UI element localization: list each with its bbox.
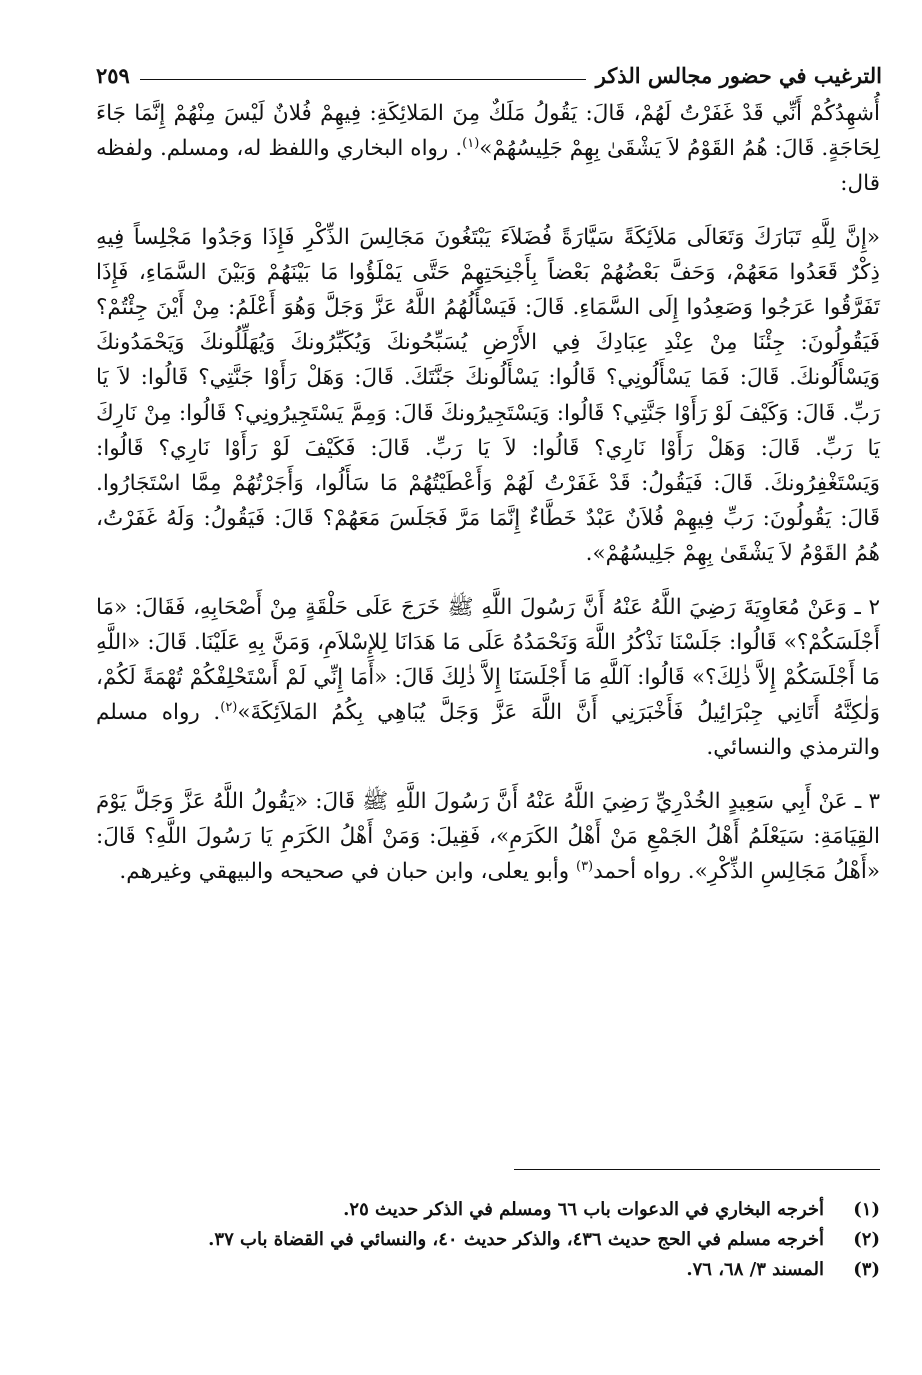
running-title: الترغيب في حضور مجالس الذكر bbox=[595, 62, 882, 88]
paragraph-text: ٣ ـ عَنْ أَبِي سَعِيدٍ الخُدْرِيِّ رَضِيَ اللَّهُ عَنْهُ أَنَّ رَسُولَ اللَّهِ ﷺ قَالَ: «يَقُولُ اللَّهُ عَزَّ وَجَلَّ يَوْمَ القِيَامَةِ: سَيَعْلَمُ أَهْلُ الجَمْعِ مَنْ أَهْلُ الكَرَمِ»، فَقِيلَ: وَمَنْ أَهْلُ الكَرَمِ يَا رَسُولَ اللَّهِ؟ قَالَ: «أَهْلُ مَجَالِسِ الذِّكْرِ». رواه أحمد bbox=[96, 788, 880, 885]
paragraph-3 bbox=[96, 590, 880, 766]
paragraph-1 bbox=[96, 96, 880, 202]
paragraph-text: أُشهِدُكُمْ أَنِّي قَدْ غَفَرْتُ لَهُمْ، قَالَ: يَقُولُ مَلَكٌ مِنَ المَلائِكَةِ: فِيهِمْ فُلانٌ لَيْسَ مِنْهُمْ إِنَّمَا جَاءَ لِحَاجَةٍ. قَالَ: هُمُ القَوْمُ لاَ يَشْقَىٰ بِهِمْ جَلِيسُهُمْ» bbox=[96, 101, 880, 162]
footnote-text: أخرجه البخاري في الدعوات باب ٦٦ ومسلم في الذكر حديث ٢٥. bbox=[343, 1199, 824, 1220]
footnote-ref-3[interactable]: (٣) bbox=[575, 858, 594, 874]
running-header bbox=[96, 58, 882, 92]
paragraph-text: «إِنَّ لِلَّهِ تَبَارَكَ وَتَعَالَى مَلاَئِكَةً سَيَّارَةً فُضَلاَءَ يَبْتَغُونَ مَجَالِسَ الذِّكْرِ فَإِذَا وَجَدُوا مَجْلِساً فِيهِ ذِكْرٌ قَعَدُوا مَعَهُمْ، وَحَفَّ بَعْضُهُمْ بَعْضاً بِأَجْنِحَتِهِمْ حَتَّى يَمْلَؤُوا مَا بَيْنَهُمْ وَبَيْنَ السَّمَاءِ، فَإِذَا تَفَرَّقُوا عَرَجُوا وَصَعِدُوا إِلَى السَّمَاءِ. قَالَ: فَيَسْأَلُهُمُ اللَّهُ عَزَّ وَجَلَّ وَهُوَ أَعْلَمُ: مِنْ أَيْنَ جِئْتُمْ؟ فَيَقُولُونَ: جِئْنَا مِنْ عِنْدِ عِبَادِكَ فِي الأَرْضِ يُسَبِّحُونكَ وَيُكَبِّرُونكَ وَيُهَلِّلُونكَ وَيَحْمَدُونكَ وَيَسْأَلُونكَ. قَالَ: فَمَا يَسْأَلُونِي؟ قَالُوا: يَسْأَلُونكَ جَنَّتَكَ. قَالَ: وَهَلْ رَأَوْا جَنَّتِي؟ قَالُوا: لاَ يَا رَبِّ. قَالَ: وَكَيْفَ لَوْ رَأَوْا جَنَّتِي؟ قَالُوا: وَيَسْتَجِيرُونكَ قَالَ: وَمِمَّ يَسْتَجِيرُونِي؟ قَالُوا: مِنْ نَارِكَ يَا رَبِّ. قَالَ: وَهَلْ رَأَوْا نَارِي؟ قَالُوا: لاَ يَا رَبِّ. قَالَ: فَكَيْفَ لَوْ رَأَوْا نَارِي؟ قَالُوا: وَيَسْتَغْفِرُونكَ. قَالَ: فَيَقُولُ: قَدْ غَفَرْتُ لَهُمْ وَأَعْطَيْتُهُمْ مَا سَأَلُوا، وَأَجَرْتُهُمْ مِمَّا اسْتَجَارُوا. قَالَ: يَقُولُونَ: رَبِّ فِيهِمْ فُلاَنٌ عَبْدٌ خَطَّاءٌ إِنَّمَا مَرَّ فَجَلَسَ مَعَهُمْ؟ قَالَ: فَيَقُولُ: وَلَهُ غَفَرْتُ، هُمُ القَوْمُ لاَ يَشْقَىٰ بِهِمْ جَلِيسُهُمْ». bbox=[96, 224, 880, 567]
footnote-1 bbox=[96, 1195, 880, 1225]
body-text bbox=[96, 96, 880, 889]
footnotes bbox=[96, 1195, 880, 1285]
header-rule bbox=[140, 79, 586, 80]
footnote-rule bbox=[514, 1169, 880, 1170]
paragraph-text-after: . رواه البخاري واللفظ له، ومسلم. ولفظه قال: bbox=[96, 136, 880, 197]
footnote-text: المسند ٣/ ٦٨، ٧٦. bbox=[686, 1259, 824, 1280]
footnote-text: أخرجه مسلم في الحج حديث ٤٣٦، والذكر حديث ٤٠، والنسائي في القضاة باب ٣٧. bbox=[208, 1229, 824, 1250]
footnote-number: (١) bbox=[853, 1199, 880, 1220]
footnote-number: (٣) bbox=[853, 1259, 880, 1280]
paragraph-text: ٢ ـ وَعَنْ مُعَاوِيَةَ رَضِيَ اللَّهُ عَنْهُ أَنَّ رَسُولَ اللَّهِ ﷺ خَرَجَ عَلَى حَلْقَةٍ مِنْ أَصْحَابِهِ، فَقَالَ: «مَا أَجْلَسَكُمْ؟» قَالُوا: جَلَسْنَا نَذْكُرُ اللَّهَ وَنَحْمَدُهُ عَلَى مَا هَدَانَا لِلإِسْلاَمِ، وَمَنَّ بِهِ عَلَيْنَا. قَالَ: «اللَّهِ مَا أَجْلَسَكُمْ إِلاَّ ذٰلِكَ؟» قَالُوا: آللَّهِ مَا أَجْلَسَنَا إِلاَّ ذٰلِكَ قَالَ: «أَمَا إِنِّي لَمْ أَسْتَحْلِفْكُمْ تُهْمَةً لَكُمْ، وَلٰكِنَّهُ أَتَانِي جِبْرَائِيلُ فَأَخْبَرَنِي أَنَّ اللَّهَ عَزَّ وَجَلَّ يُبَاهِي بِكُمُ المَلاَئِكَةَ» bbox=[96, 594, 880, 726]
footnote-3 bbox=[96, 1255, 880, 1285]
footnote-ref-1[interactable]: (١) bbox=[462, 136, 480, 152]
footnote-number: (٢) bbox=[853, 1229, 880, 1250]
footnote-ref-2[interactable]: (٢) bbox=[220, 700, 238, 716]
footnote-2 bbox=[96, 1225, 880, 1255]
paragraph-2 bbox=[96, 220, 880, 572]
paragraph-text-after: وأبو يعلى، وابن حبان في صحيحه والبيهقي وغيرهم. bbox=[119, 859, 576, 885]
paragraph-text-after: . رواه مسلم والترمذي والنسائي. bbox=[96, 700, 880, 761]
paragraph-4 bbox=[96, 784, 880, 890]
page-number: ٢٥٩ bbox=[96, 62, 130, 88]
